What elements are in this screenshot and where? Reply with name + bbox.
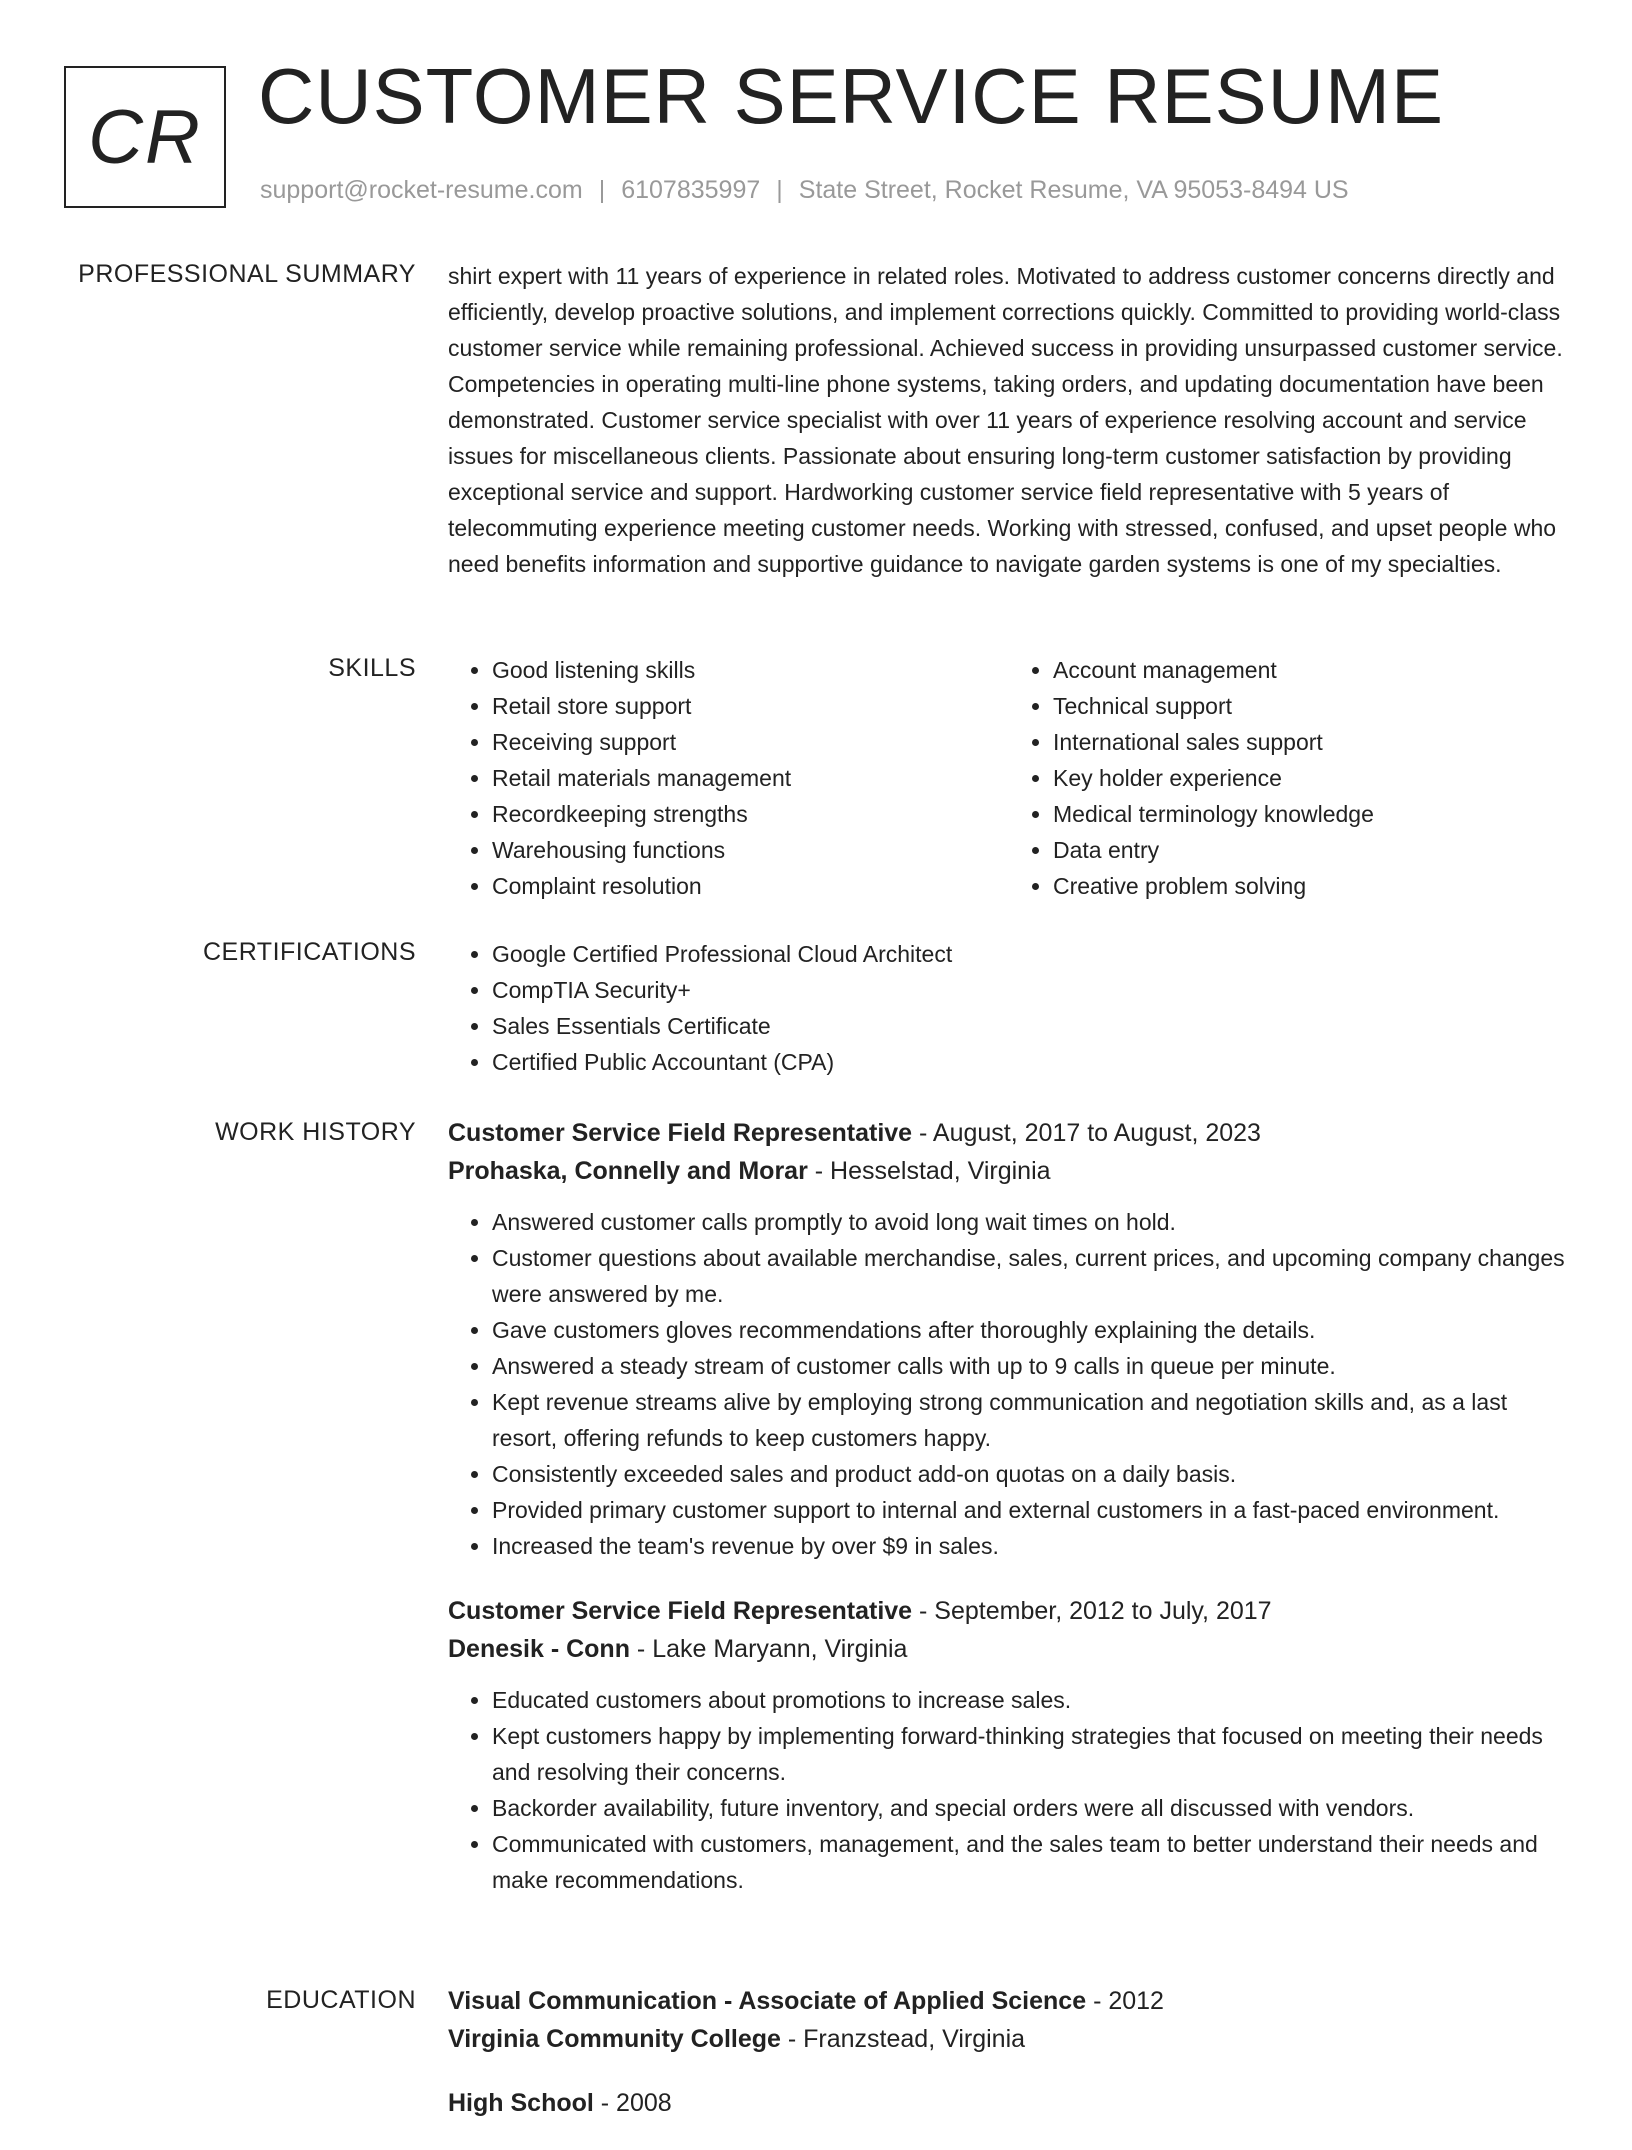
contact-phone[interactable]: 6107835997: [621, 176, 761, 204]
job-duty-item: • Backorder availability, future inventory, and special orders were all discussed with vendors.: [492, 1790, 1570, 1826]
job-duty-item: • Answered a steady stream of customer calls with up to 9 calls in queue per minute.: [492, 1348, 1570, 1384]
job-duty-item: • Provided primary customer support to internal and external customers in a fast-paced environment.: [492, 1492, 1570, 1528]
job-duty-item: • Customer questions about available merchandise, sales, current prices, and upcoming company changes were answered by me.: [492, 1240, 1570, 1312]
skill-item: • International sales support: [1053, 724, 1570, 760]
skills-list-left: [448, 652, 1009, 904]
contact-address: State Street, Rocket Resume, VA 95053-8494 US: [798, 176, 1349, 204]
section-label-skills: SKILLS: [328, 654, 416, 682]
section-label-education: EDUCATION: [266, 1986, 416, 2014]
work-history-section: [448, 1114, 1570, 1926]
contact-separator: |: [598, 176, 606, 204]
job-duty-item: • Communicated with customers, management, and the sales team to better understand their needs and make recommendations.: [492, 1826, 1570, 1898]
contact-email[interactable]: support@rocket-resume.com: [260, 176, 583, 204]
skill-item: • Medical terminology knowledge: [1053, 796, 1570, 832]
job-title-line: [448, 1114, 1570, 1152]
education-degree-line: [448, 1982, 1570, 2020]
skill-item: • Technical support: [1053, 688, 1570, 724]
education-school: Virginia Community College: [448, 2025, 781, 2053]
job-duty-item: • Gave customers gloves recommendations after thoroughly explaining the details.: [492, 1312, 1570, 1348]
skill-item: • Creative problem solving: [1053, 868, 1570, 904]
education-location: - Franzstead, Virginia: [780, 2025, 1026, 2053]
skill-item: • Receiving support: [492, 724, 1009, 760]
education-degree-line: [448, 2084, 1570, 2122]
skills-grid: [448, 652, 1570, 904]
skills-list-right: [1009, 652, 1570, 904]
job-location: - Lake Maryann, Virginia: [629, 1635, 908, 1663]
section-label-work-history: WORK HISTORY: [215, 1118, 416, 1146]
job-entry: [448, 1114, 1570, 1564]
section-label-certifications: CERTIFICATIONS: [202, 938, 416, 966]
contact-separator: |: [776, 176, 783, 204]
job-duty-item: • Answered customer calls promptly to avoid long wait times on hold.: [492, 1204, 1570, 1240]
contact-line: [260, 176, 1349, 205]
job-company: Prohaska, Connelly and Morar: [448, 1157, 808, 1185]
job-title-line: [448, 1592, 1570, 1630]
skill-item: • Good listening skills: [492, 652, 1009, 688]
job-company-line: [448, 1152, 1570, 1190]
job-duty-item: • Increased the team's revenue by over $9 in sales.: [492, 1528, 1570, 1564]
summary-text: shirt expert with 11 years of experience in related roles. Motivated to address customer concerns directly and efficiently, develop proactive solutions, and implement corrections quickly. Committed to providing world-class customer service while remaining professional. Achieved success in providing unsurpassed customer service. Competencies in operating multi-line phone systems, taking orders, and updating documentation have been demonstrated. Customer service specialist with over 11 years of experience resolving account and service issues for miscellaneous clients. Passionate about ensuring long-term customer satisfaction by providing exceptional service and support. Hardworking customer service field representative with 5 years of telecommuting experience meeting customer needs. Working with stressed, confused, and upset people who need benefits information and supportive guidance to navigate garden systems is one of my specialties.: [448, 263, 1563, 577]
monogram-box: [64, 66, 226, 208]
job-dates: - August, 2017 to August, 2023: [912, 1119, 1261, 1147]
job-company-line: [448, 1630, 1570, 1668]
job-title: Customer Service Field Representative: [448, 1119, 913, 1147]
certification-item: • Google Certified Professional Cloud Architect: [492, 936, 1570, 972]
certification-item: • Sales Essentials Certificate: [492, 1008, 1570, 1044]
education-section: [448, 1982, 1570, 2150]
monogram-initials: CR: [88, 94, 202, 180]
education-year: - 2012: [1086, 1987, 1164, 2015]
job-duties-list: [448, 1682, 1570, 1898]
skill-item: • Recordkeeping strengths: [492, 796, 1009, 832]
skill-item: • Data entry: [1053, 832, 1570, 868]
education-degree: High School: [448, 2089, 594, 2117]
education-year: - 2008: [593, 2089, 672, 2117]
education-entry: [448, 2084, 1570, 2122]
job-duties-list: [448, 1204, 1570, 1564]
skill-item: • Retail materials management: [492, 760, 1009, 796]
skill-item: • Retail store support: [492, 688, 1009, 724]
resume-title: CUSTOMER SERVICE RESUME: [258, 52, 1444, 140]
job-duty-item: • Consistently exceeded sales and product add-on quotas on a daily basis.: [492, 1456, 1570, 1492]
job-duty-item: • Educated customers about promotions to increase sales.: [492, 1682, 1570, 1718]
certifications-section: [448, 936, 1570, 1080]
certification-item: • CompTIA Security+: [492, 972, 1570, 1008]
job-duty-item: • Kept revenue streams alive by employing strong communication and negotiation skills and, as a last resort, offering refunds to keep customers happy.: [492, 1384, 1570, 1456]
job-title: Customer Service Field Representative: [448, 1597, 913, 1625]
section-label-summary: PROFESSIONAL SUMMARY: [78, 260, 416, 288]
job-location: - Hesselstad, Virginia: [807, 1157, 1051, 1185]
job-entry: [448, 1592, 1570, 1898]
education-entry: [448, 1982, 1570, 2058]
summary-section: [448, 258, 1570, 582]
skill-item: • Complaint resolution: [492, 868, 1009, 904]
certification-item: • Certified Public Accountant (CPA): [492, 1044, 1570, 1080]
certifications-list: [448, 936, 1570, 1080]
job-dates: - September, 2012 to July, 2017: [912, 1597, 1272, 1625]
skill-item: • Warehousing functions: [492, 832, 1009, 868]
education-degree: Visual Communication - Associate of Applied Science: [448, 1987, 1087, 2015]
skills-section: [448, 652, 1570, 904]
education-school-line: [448, 2020, 1570, 2058]
job-company: Denesik - Conn: [448, 1635, 630, 1663]
skill-item: • Key holder experience: [1053, 760, 1570, 796]
skill-item: • Account management: [1053, 652, 1570, 688]
job-duty-item: • Kept customers happy by implementing forward-thinking strategies that focused on meeting their needs and resolving their concerns.: [492, 1718, 1570, 1790]
